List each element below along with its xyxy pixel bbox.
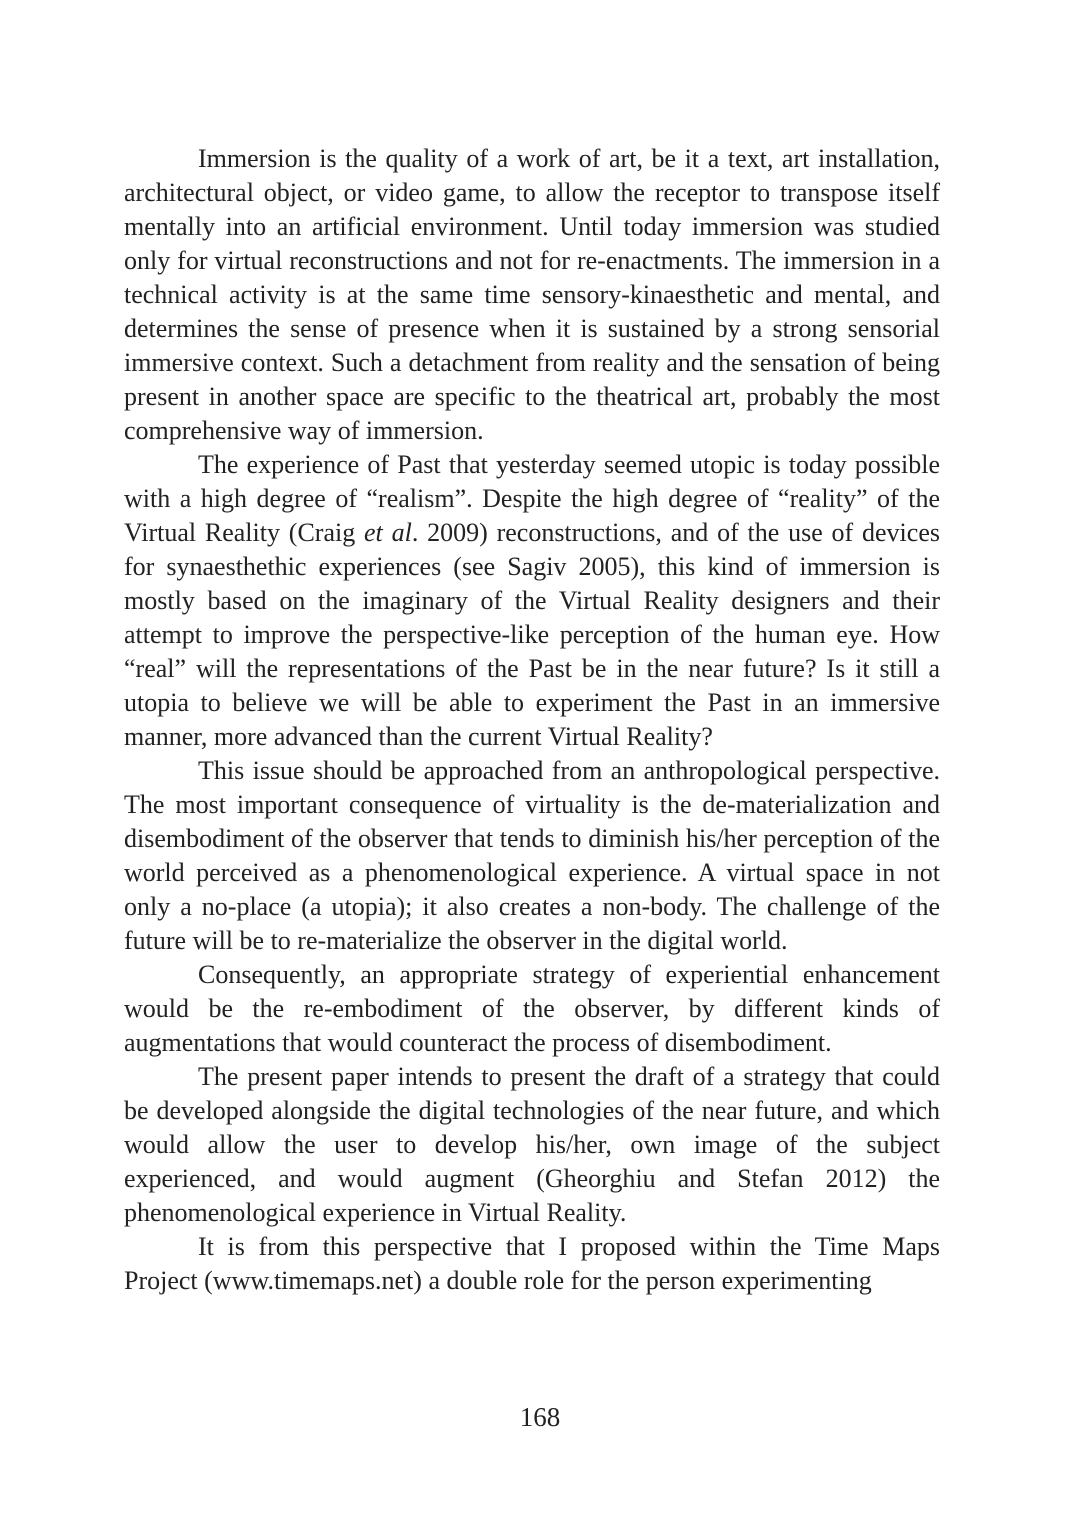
page-body <box>124 142 940 1298</box>
paragraph-immersion-definition: Immersion is the quality of a work of art, be it a text, art installation, architectural object, or video game, to allow the receptor to transpose itself mentally into an artificial environment. Until today immersion was studied only for virtual reconstructions and not for re-enactments. The immersion in a technical activity is at the same time sensory-kinaesthetic and mental, and determines the sense of presence when it is sustained by a strong sensorial immersive context. Such a detachment from reality and the sensation of being present in another space are specific to the theatrical art, probably the most comprehensive way of immersion. <box>124 144 940 445</box>
italic-et-al: et al <box>364 518 412 547</box>
paragraph-text-before-citation: The experience of Past that yesterday seemed utopic is today possible with a high degree of “realism”. Despite the high degree of “reality” of the Virtual Reality (Craig <box>124 450 940 547</box>
paragraph-anthropological-perspective: This issue should be approached from an anthropological perspective. The most important consequence of virtuality is the de-materialization and disembodiment of the observer that tends to diminish his/her perception of the world perceived as a phenomenological experience. A virtual space in not only a no-place (a utopia); it also creates a non-body. The challenge of the future will be to re-materialize the observer in the digital world. <box>124 756 940 955</box>
page-number: 168 <box>519 1402 561 1432</box>
paragraph-re-embodiment: Consequently, an appropriate strategy of experiential enhancement would be the re-embodiment of the observer, by different kinds of augmentations that would counteract the process of disembodiment. <box>124 960 940 1057</box>
paragraph-text-after-citation: . 2009) reconstructions, and of the use of devices for synaesthethic experiences (see Sagiv 2005), this kind of immersion is mostly based on the imaginary of the Virtual Reality designers and their attempt to improve the perspective-like perception of the human eye. How “real” will the representations of the Past be in the near future? Is it still a utopia to believe we will be able to experiment the Past in an immersive manner, more advanced than the current Virtual Reality? <box>124 518 940 751</box>
paragraph-experience-of-past <box>124 448 940 754</box>
paragraph-strategy-draft: The present paper intends to present the draft of a strategy that could be developed alongside the digital technologies of the near future, and which would allow the user to develop his/her, own image of the subject experienced, and would augment (Gheorghiu and Stefan 2012) the phenomenological experience in Virtual Reality. <box>124 1062 940 1227</box>
paragraph-time-maps-project: It is from this perspective that I proposed within the Time Maps Project (www.timemaps.net) a double role for the person experimenting <box>124 1232 940 1295</box>
